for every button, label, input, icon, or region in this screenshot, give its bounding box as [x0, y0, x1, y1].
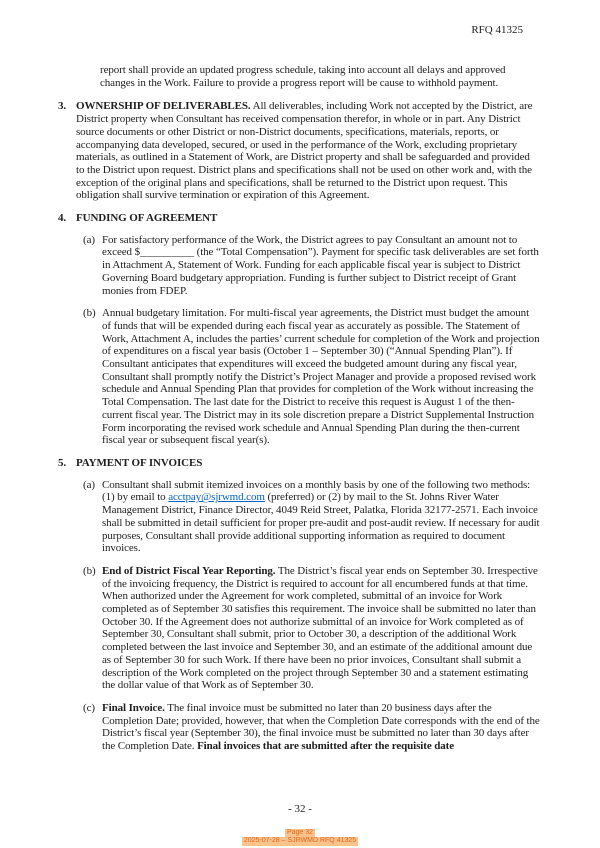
- footer-stamp: [0, 829, 600, 846]
- section-3-body: [76, 100, 540, 212]
- text-run: The final invoice must be submitted no later than 20 business days after the Completion Date; provided, however, that when the Completion Date corresponds with the end of the District’s fiscal year (September 30), the final invoice must be submitted no later than 30 days after the Completion Date.: [102, 701, 540, 753]
- email-link[interactable]: acctpay@sjrwmd.com: [168, 491, 265, 504]
- section-4-item-a-text: [102, 234, 540, 298]
- footer-page-line: [0, 829, 600, 838]
- item-label-c: (c): [83, 701, 95, 714]
- item-label-a: (a): [83, 233, 95, 246]
- item-label-a: (a): [83, 478, 95, 491]
- section-3-paragraph: [76, 100, 540, 202]
- footer-page-label: Page 32: [286, 828, 314, 836]
- section-5-number: 5.: [58, 456, 67, 469]
- section-4-heading: FUNDING OF AGREEMENT: [76, 212, 218, 225]
- text-run: For satisfactory performance of the Work, the District agrees to pay Consultant an amount not to exceed $__________ (the “Total Compensation”). Payment for specific task deliverables are set forth in Attachment A, Statement of Work. Funding for each applicable fiscal year is subject to District Governing Board budgetary appropriation. Funding is further subject to District receipt of Grant monies from FDEP.: [102, 233, 539, 297]
- document-header: [471, 24, 523, 36]
- rfq-number: RFQ 41325: [471, 24, 523, 36]
- text-run: Consultant shall submit itemized invoices on a monthly basis by one of the following two methods: (1) by email to: [102, 478, 531, 504]
- section-5-item-c-text: [102, 702, 540, 753]
- section-3: [58, 100, 540, 212]
- section-4: [58, 212, 540, 457]
- section-4-body: [76, 212, 540, 457]
- section-5-body: [76, 457, 540, 763]
- page-number: - 32 -: [288, 803, 312, 815]
- item-label-b: (b): [83, 564, 96, 577]
- section-4-item-a: [83, 234, 540, 298]
- text-run: The District’s fiscal year ends on September 30. Irrespective of the invoicing frequency, the District is required to account for all encumbered funds at that time. When authorized under the Agreement for work completed, submittal of an invoice for Work completed as of September 30 satisfies this requirement. The invoice shall be submitted no later than October 30. If the Agreement does not authorize submittal of an invoice for Work completed as of September 30, Consultant shall submit, prior to October 30, a description of the additional Work completed between the last invoice and September 30, and an estimate of the additional amount due as of September 30 for such Work. If there have been no prior invoices, Consultant shall submit a description of the Work completed on the project through September 30 and a statement estimating the dollar value of that Work as of September 30.: [102, 564, 538, 692]
- section-5: [58, 457, 540, 763]
- section-4-item-b: [83, 307, 540, 447]
- section-5-item-c: [83, 702, 540, 753]
- bold-text-run: Final Invoice.: [102, 701, 165, 714]
- document-body: [58, 64, 540, 763]
- bold-text-run: Final invoices that are submitted after the requisite date: [197, 740, 455, 753]
- footer-doc-id: 2025-07-28 – SJRWMD RFQ 41325: [243, 837, 357, 845]
- section-3-number: 3.: [58, 100, 67, 113]
- footer-id-line: [0, 837, 600, 846]
- section-5-item-b: [83, 565, 540, 692]
- section-5-item-b-text: [102, 565, 540, 692]
- text-run: (preferred) or (2) by mail to the St. Johns River Water Management District, Finance Director, 4049 Reid Street, Palatka, Florida 32177-2571. Each invoice shall be submitted in detail sufficient for proper pre-audit and post-audit review. If necessary for audit purposes, Consultant shall provide additional supporting information as required to document invoices.: [102, 491, 540, 555]
- item-label-b: (b): [83, 307, 96, 320]
- text-run: All deliverables, including Work not accepted by the District, are District property when Consultant has received compensation therefor, in whole or in part. Any District source documents or other District or non-District documents, specifications, materials, reports, or accompanying data developed, secured, or used in the performance of the Work, excluding proprietary materials, as outlined in a Statement of Work, are District property and shall be safeguarded and provided to the District upon request. District plans and specifications shall not be used on other work and, with the exception of the original plans and specifications, shall be returned to the District upon request. This obligation shall survive termination or expiration of this Agreement.: [76, 100, 533, 202]
- section-4-item-b-text: [102, 307, 540, 447]
- intro-paragraph: report shall provide an updated progress schedule, taking into account all delays and approved changes in the Work. Failure to provide a progress report will be cause to withhold payment.: [100, 64, 506, 89]
- bold-text-run: End of District Fiscal Year Reporting.: [102, 564, 276, 577]
- section-4-number: 4.: [58, 212, 67, 225]
- section-5-item-a: [83, 479, 540, 555]
- text-run: Annual budgetary limitation. For multi-fiscal year agreements, the District must budget the amount of funds that will be expended during each fiscal year as accurately as possible. The Statement of Work, Attachment A, includes the parties’ current schedule for completion of the Work and projection of expenditures on a fiscal year basis (October 1 – September 30) (“Annual Spending Plan”). If Consultant anticipates that expenditures will exceed the budgeted amount during any fiscal year, Consultant shall promptly notify the District’s Project Manager and provide a proposed revised work schedule and Annual Spending Plan that provides for completion of the Work without increasing the Total Compensation. The last date for the District to receive this request is August 1 of the then-current fiscal year. The District may in its sole discretion prepare a District Supplemental Instruction Form incorporating the revised work schedule and Annual Spending Plan during the then-current fiscal year or subsequent fiscal year(s).: [102, 307, 540, 447]
- section-5-heading: PAYMENT OF INVOICES: [76, 456, 203, 469]
- section-5-item-a-text: [102, 479, 540, 555]
- bold-text-run: OWNERSHIP OF DELIVERABLES.: [76, 100, 251, 113]
